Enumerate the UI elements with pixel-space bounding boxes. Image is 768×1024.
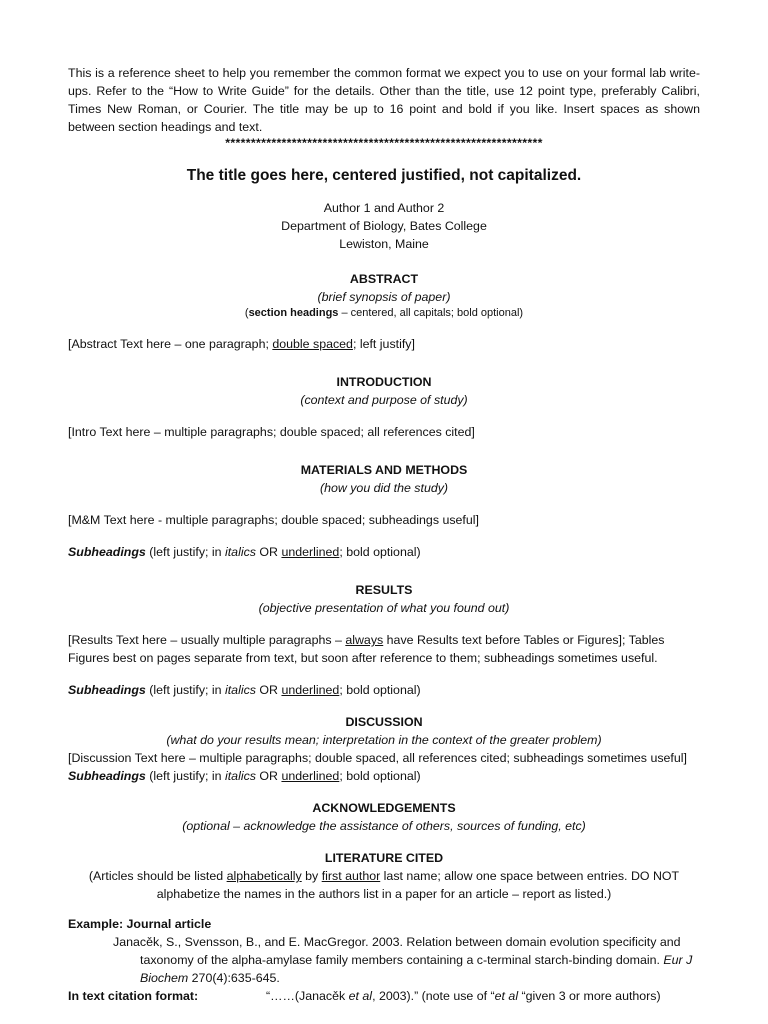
author-location: Lewiston, Maine <box>339 237 429 251</box>
subheadings-a: (left justify; in <box>145 545 225 559</box>
example-reference <box>68 933 700 987</box>
subheadings-underlined: underlined <box>281 545 340 559</box>
example-label: Example: Journal article <box>68 917 212 931</box>
note-open: ( <box>244 307 249 319</box>
literature-text <box>68 867 700 903</box>
intro-paragraph: This is a reference sheet to help you remember the common format we expect you to use on your formal lab write-ups. Refer to the “How to Write Guide” for the details. Other than the title, use 12 point type, preferably Calibri, Times New Roman, or Courier. The title may be up to 16 point and bold if you like. Insert spaces as shown between section headings and text. <box>68 66 700 134</box>
subheadings-underlined-2: underlined <box>281 683 340 697</box>
discussion-heading: DISCUSSION <box>345 715 423 729</box>
subheadings-label-3: Subheadings <box>68 769 146 783</box>
citation-c: “given 3 or more authors) <box>518 989 661 1003</box>
literature-heading: LITERATURE CITED <box>324 851 444 865</box>
subheadings-b: OR <box>255 545 282 559</box>
abstract-text <box>68 335 700 353</box>
abstract-desc: (brief synopsis of paper) <box>317 290 451 304</box>
document-page <box>68 64 700 1005</box>
literature-text-c: last name; allow one space between entries. DO NOT alphabetize the names in the authors list in a paper for an article – report as listed.) <box>156 869 680 901</box>
methods-heading: MATERIALS AND METHODS <box>300 463 468 477</box>
literature-text-b: by <box>301 869 322 883</box>
subheadings-label-2: Subheadings <box>68 683 146 697</box>
subheadings-b-2: OR <box>255 683 282 697</box>
abstract-text-b: ; left justify] <box>352 337 415 351</box>
citation-etal-2: et al <box>494 989 519 1003</box>
asterisk-divider: ************************************************************** <box>225 136 543 150</box>
acknowledgements-heading: ACKNOWLEDGEMENTS <box>312 801 456 815</box>
subheadings-italics: italics <box>224 545 256 559</box>
literature-text-underlined-1: alphabetically <box>226 869 302 883</box>
reference-text-b: 270(4):635-645. <box>188 971 280 985</box>
citation-format-row <box>68 987 700 1005</box>
subheadings-a-2: (left justify; in <box>145 683 225 697</box>
results-text <box>68 631 700 667</box>
subheadings-italics-2: italics <box>224 683 256 697</box>
abstract-heading: ABSTRACT <box>349 272 419 286</box>
author-names: Author 1 and Author 2 <box>323 201 445 215</box>
reference-text-a: Janacěk, S., Svensson, B., and E. MacGregor. 2003. Relation between domain evolution specificity and taxonomy of the alpha-amylase family members containing a c-terminal starch-binding domain. <box>113 935 681 967</box>
author-department: Department of Biology, Bates College <box>281 219 487 233</box>
abstract-text-underlined: double spaced <box>272 337 353 351</box>
acknowledgements-desc: (optional – acknowledge the assistance of others, sources of funding, etc) <box>182 819 586 833</box>
page-title: The title goes here, centered justified, not capitalized. <box>186 167 582 184</box>
results-text-underlined: always <box>345 633 384 647</box>
literature-text-a: (Articles should be listed <box>88 869 227 883</box>
citation-a: “……(Janacěk <box>266 989 349 1003</box>
citation-label: In text citation format: <box>68 989 199 1003</box>
introduction-heading: INTRODUCTION <box>336 375 432 389</box>
subheadings-line-3 <box>68 767 700 785</box>
citation-example <box>266 987 661 1005</box>
author-block <box>68 199 700 253</box>
subheadings-a-3: (left justify; in <box>145 769 225 783</box>
discussion-desc: (what do your results mean; interpretation in the context of the greater problem) <box>166 733 602 747</box>
citation-b: , 2003).” (note use of “ <box>372 989 495 1003</box>
results-heading: RESULTS <box>355 583 413 597</box>
subheadings-b-3: OR <box>255 769 282 783</box>
discussion-text: [Discussion Text here – multiple paragraphs; double spaced, all references cited; subheadings sometimes useful] <box>68 751 687 765</box>
note-rest: – centered, all capitals; bold optional) <box>338 307 524 319</box>
introduction-desc: (context and purpose of study) <box>300 393 468 407</box>
subheadings-c-3: ; bold optional) <box>339 769 421 783</box>
methods-desc: (how you did the study) <box>319 481 449 495</box>
section-heading-note <box>68 306 700 321</box>
literature-text-underlined-2: first author <box>321 869 381 883</box>
subheadings-label: Subheadings <box>68 545 146 559</box>
subheadings-c-2: ; bold optional) <box>339 683 421 697</box>
note-bold: section headings <box>248 307 339 319</box>
results-desc: (objective presentation of what you found out) <box>258 601 510 615</box>
subheadings-line <box>68 543 700 561</box>
reference-journal: Eur J Biochem <box>140 953 693 985</box>
methods-text: [M&M Text here - multiple paragraphs; double spaced; subheadings useful] <box>68 513 479 527</box>
subheadings-line-2 <box>68 681 700 699</box>
introduction-text: [Intro Text here – multiple paragraphs; double spaced; all references cited] <box>68 425 475 439</box>
subheadings-c: ; bold optional) <box>339 545 421 559</box>
subheadings-italics-3: italics <box>224 769 256 783</box>
subheadings-underlined-3: underlined <box>281 769 340 783</box>
abstract-text-a: [Abstract Text here – one paragraph; <box>68 337 273 351</box>
results-text-a: [Results Text here – usually multiple paragraphs – <box>68 633 346 647</box>
citation-etal-1: et al <box>348 989 373 1003</box>
results-text-b: have Results text before Tables or Figures]; Tables Figures best on pages separate from text, but soon after reference to them; subheadings sometimes useful. <box>68 633 665 665</box>
